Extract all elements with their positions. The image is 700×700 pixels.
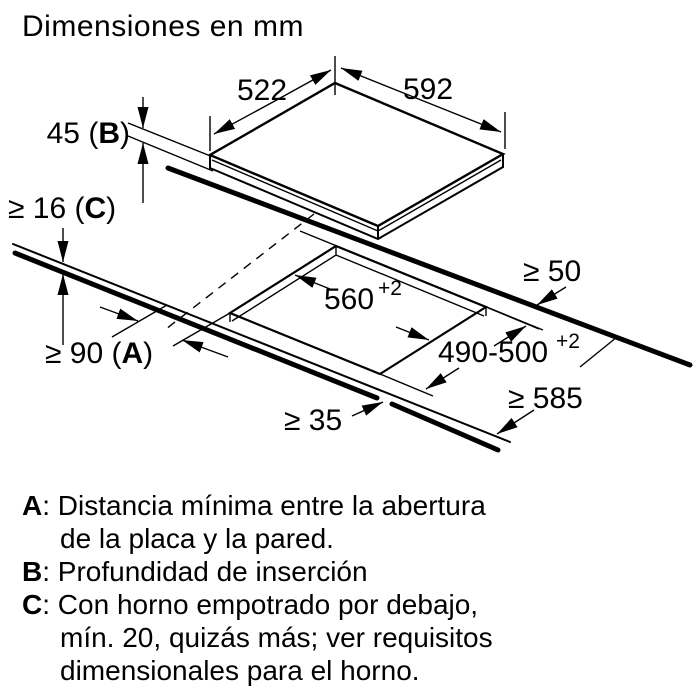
dim-592-label: 592 bbox=[402, 73, 454, 106]
dashed-alignment-line bbox=[166, 214, 314, 329]
dim-522-label: 522 bbox=[236, 74, 288, 107]
legend-text: Con horno empotrado por debajo, bbox=[57, 589, 479, 620]
legend-text: de la placa y la pared. bbox=[60, 523, 334, 554]
dim-45-extension-lines bbox=[128, 123, 213, 171]
page-title: Dimensiones en mm bbox=[22, 10, 304, 43]
legend-item-C-line1: C: Con horno empotrado por debajo, bbox=[22, 589, 479, 620]
legend-item-C-line3 bbox=[60, 655, 420, 687]
dim-50 bbox=[523, 255, 581, 305]
legend-item-A-line1: A: Distancia mínima entre la abertura bbox=[22, 490, 486, 521]
legend-item-C-line2 bbox=[60, 622, 493, 654]
legend-label-A: A bbox=[22, 490, 43, 521]
dim-45-label: 45 (B) bbox=[46, 117, 130, 150]
legend-text: Distancia mínima entre la abertura bbox=[57, 490, 486, 521]
legend-label-C: C bbox=[22, 589, 43, 620]
dim-585-label: ≥ 585 bbox=[508, 382, 583, 415]
legend-item-B-line1: B: Profundidad de inserción bbox=[22, 556, 368, 587]
dim-560-label: 560 bbox=[324, 283, 375, 316]
dim-90A bbox=[45, 305, 230, 370]
dim-90-label: ≥ 90 (A) bbox=[45, 337, 154, 370]
dim-592 bbox=[341, 68, 505, 149]
legend-text: Profundidad de inserción bbox=[57, 556, 368, 587]
dim-522 bbox=[210, 56, 335, 151]
dim-35-label: ≥ 35 bbox=[284, 404, 343, 437]
dim-16-label: ≥ 16 (C) bbox=[8, 192, 117, 225]
dim-560-sup: +2 bbox=[378, 277, 402, 300]
dim-585-upper-segment bbox=[580, 337, 617, 367]
dim-35 bbox=[284, 402, 383, 437]
dim-490-sup: +2 bbox=[556, 330, 580, 353]
dim-490-label: 490-500 bbox=[438, 336, 549, 369]
dim-45B bbox=[47, 97, 213, 203]
hob-body bbox=[210, 154, 503, 239]
legend-label-B: B bbox=[22, 556, 43, 587]
hob-glass-edge bbox=[212, 160, 501, 231]
legend-text: mín. 20, quizás más; ver requisitos bbox=[60, 622, 493, 653]
dim-490-500 bbox=[426, 326, 580, 389]
dim-16C bbox=[8, 192, 116, 345]
legend-item-A-line2 bbox=[60, 523, 334, 555]
legend-text: dimensionales para el horno. bbox=[60, 655, 420, 686]
dim-50-label: ≥ 50 bbox=[523, 255, 582, 288]
